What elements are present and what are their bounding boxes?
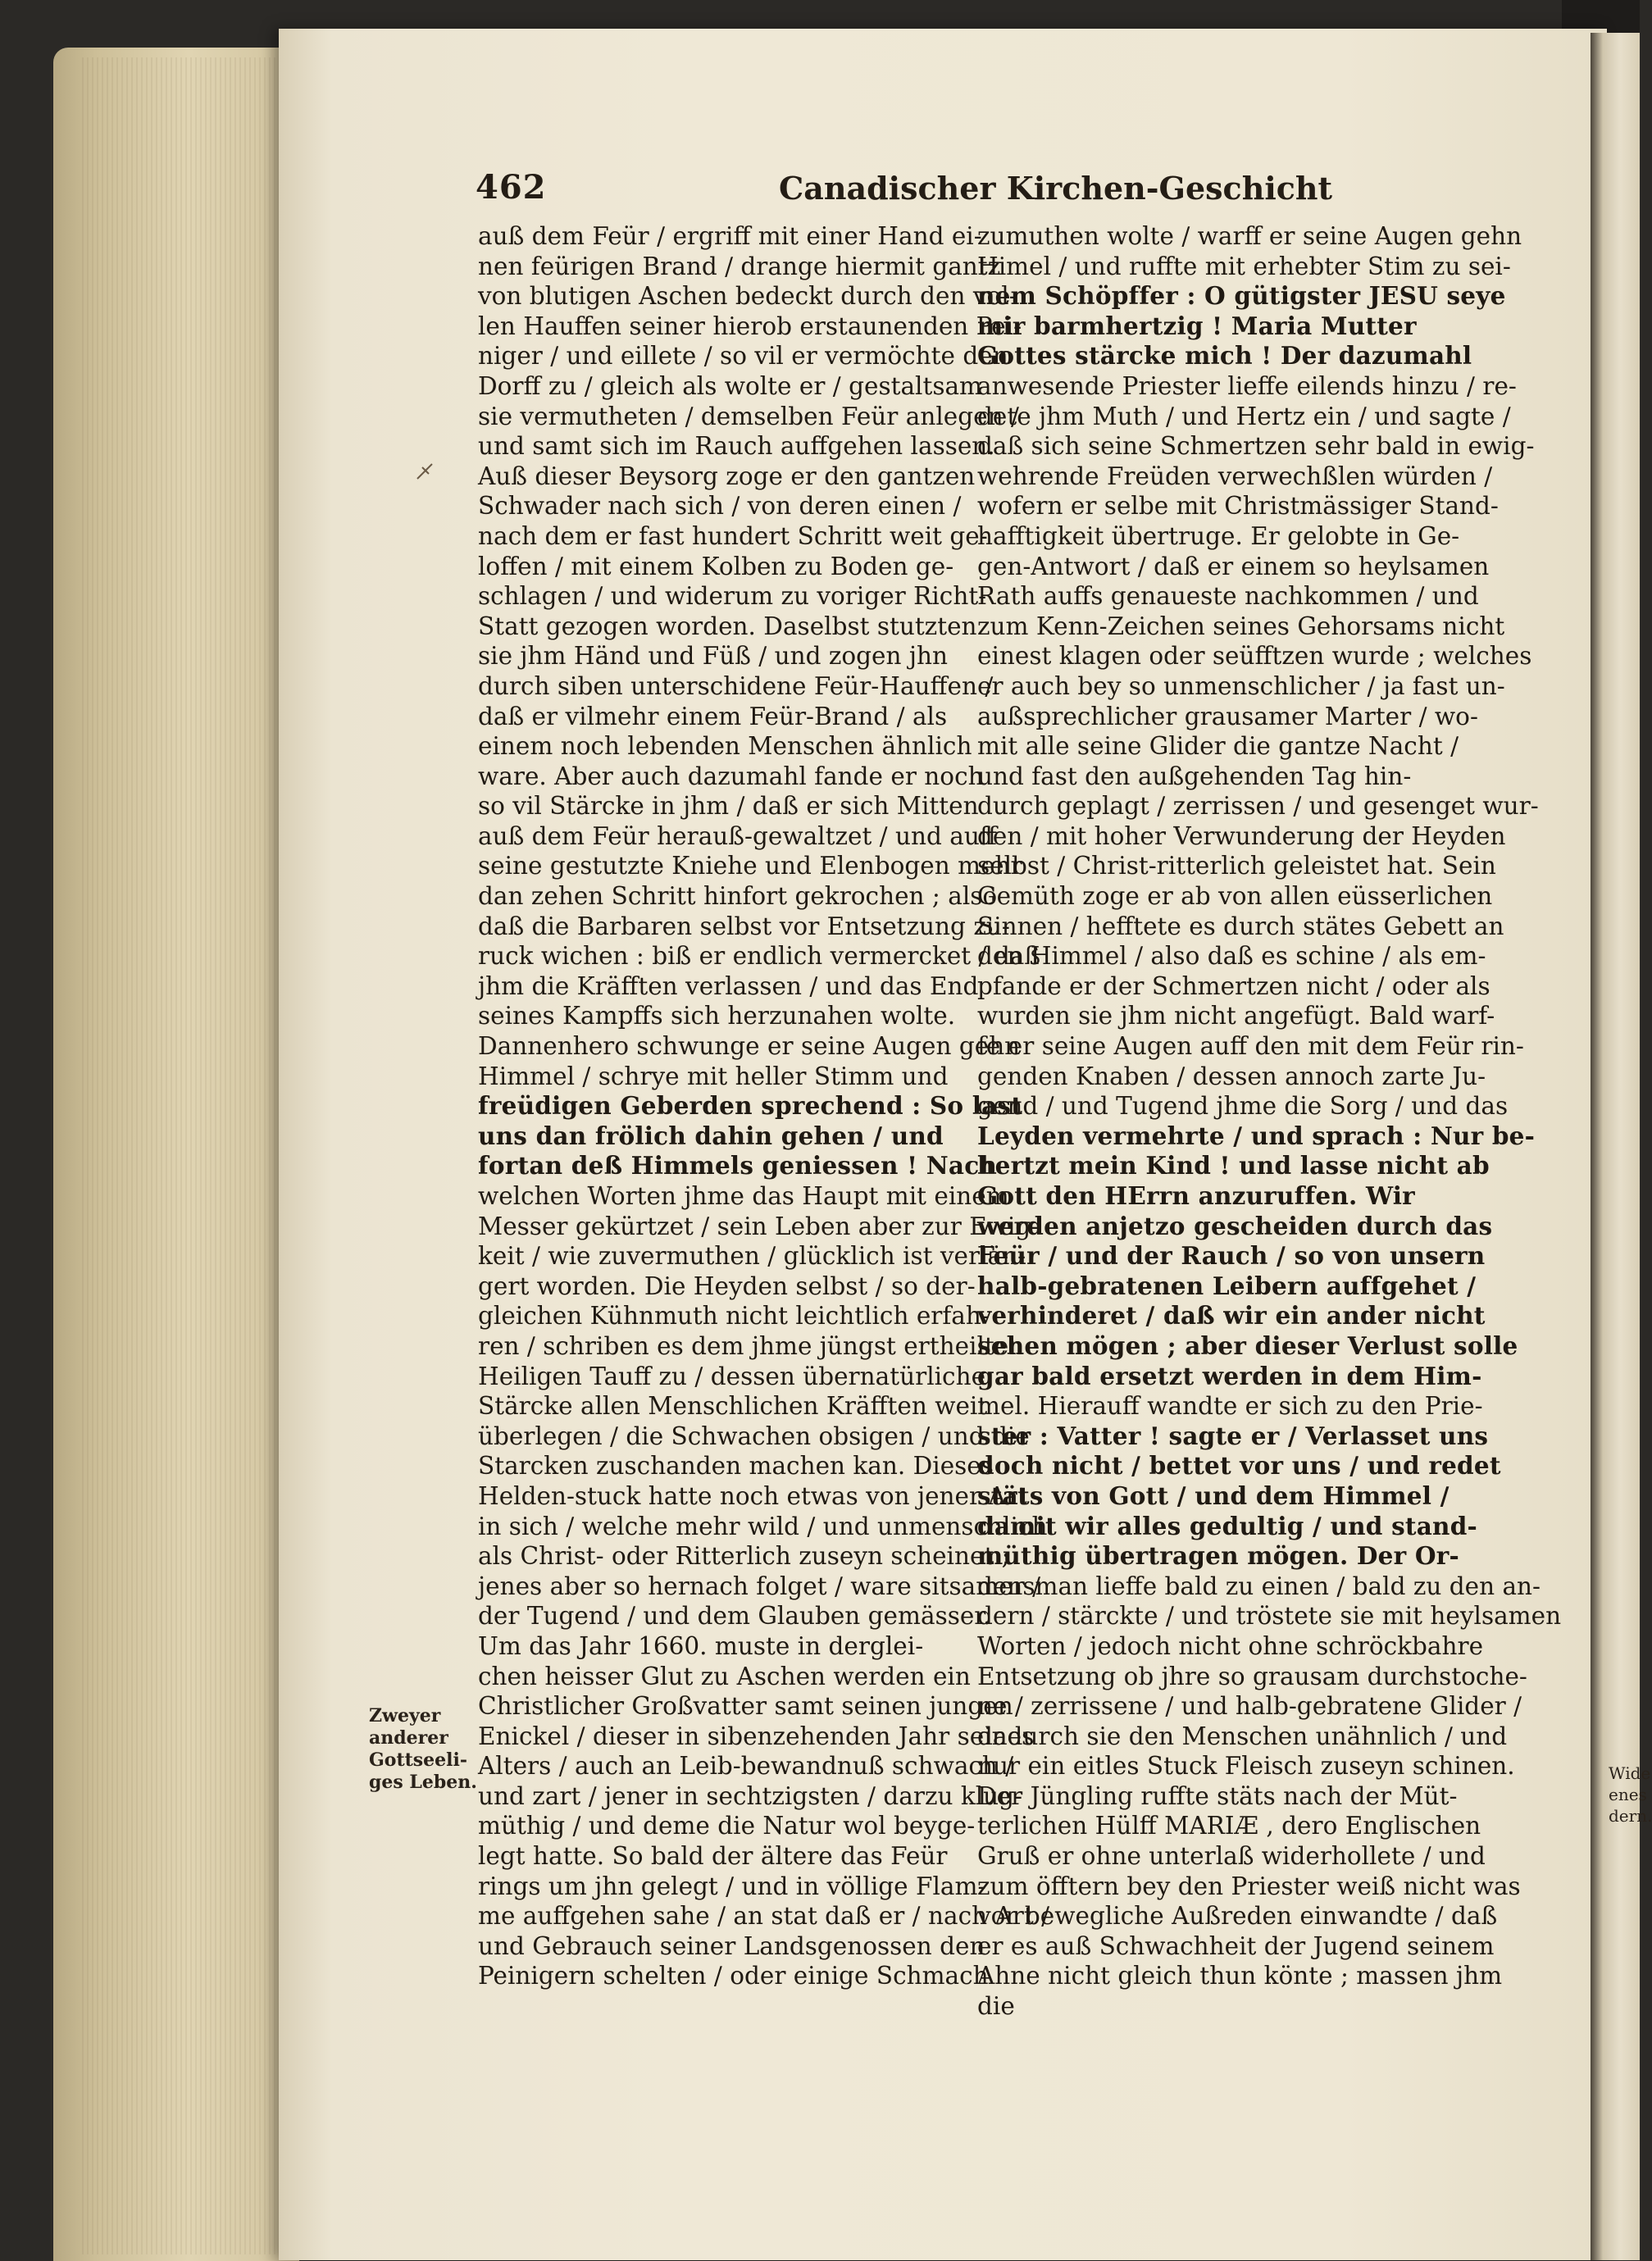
- text-line: Enickel / dieser in sibenzehenden Jahr seines: [478, 1722, 1035, 1750]
- text-line: und fast den außgehenden Tag hin-: [977, 762, 1412, 790]
- text-line: Starcken zuschanden machen kan. Dieses: [478, 1452, 994, 1481]
- text-line: jenes aber so hernach folget / ware sitsamer /: [478, 1572, 1041, 1600]
- text-line: ges Leben.: [369, 1772, 477, 1793]
- text-line: in sich / welche mehr wild / und unmenschlich: [478, 1512, 1048, 1540]
- text-line: Messer gekürtzet / sein Leben aber zur Ewig-: [478, 1212, 1040, 1240]
- right-column: [977, 221, 1562, 2022]
- text-line: pfande er der Schmertzen nicht / oder als: [977, 971, 1490, 1000]
- text-line: terlichen Hülff MARIÆ , dero Englischen: [977, 1812, 1481, 1840]
- text-line: Schwader nach sich / von deren einen /: [478, 492, 962, 521]
- text-line: und Gebrauch seiner Landsgenossen den: [478, 1931, 985, 1960]
- text-line: uns dan frölich dahin gehen / und: [478, 1121, 944, 1150]
- text-line: ren / schriben es dem jhme jüngst ertheilten: [478, 1331, 1025, 1360]
- text-line: Gottseeli-: [369, 1749, 468, 1771]
- text-line: fortan deß Himmels geniessen ! Nach: [478, 1151, 998, 1181]
- text-line: so vil Stärcke in jhm / daß er sich Mitten: [478, 792, 979, 821]
- text-line: der Tugend / und dem Glauben gemässer.: [478, 1602, 991, 1631]
- text-line: sehen mögen ; aber dieser Verlust solle: [977, 1331, 1518, 1360]
- facing-page-fragment: [1609, 1763, 1652, 1827]
- text-line: Um das Jahr 1660. muste in derglei-: [478, 1631, 924, 1660]
- text-line: Himmel / schrye mit heller Stimm und: [478, 1062, 949, 1090]
- text-line: mir barmhertzig ! Maria Mutter: [977, 311, 1417, 340]
- text-line: doch nicht / bettet vor uns / und redet: [977, 1451, 1501, 1481]
- text-line: daß die Barbaren selbst vor Entsetzung zu-: [478, 912, 1010, 940]
- text-line: hertzt mein Kind ! und lasse nicht ab: [977, 1151, 1490, 1181]
- facing-page-edge: [1591, 33, 1652, 2260]
- text-line: wehrende Freüden verwechßlen würden /: [977, 462, 1493, 490]
- text-line: dern / stärckte / und tröstete sie mit heylsamen: [977, 1602, 1562, 1631]
- text-line: schlagen / und widerum zu voriger Richt-: [478, 582, 987, 611]
- text-line: chen heisser Glut zu Aschen werden ein: [478, 1662, 971, 1690]
- text-line: me auffgehen sahe / an stat daß er / nach Art /: [478, 1902, 1050, 1931]
- text-line: Helden-stuck hatte noch etwas von jener Art: [478, 1481, 1027, 1510]
- text-line: gleichen Kühnmuth nicht leichtlich erfah-: [478, 1302, 990, 1331]
- text-line: freüdigen Geberden sprechend : So last: [478, 1091, 1023, 1121]
- text-line: Sinnen / hefftete es durch stätes Gebett an: [977, 912, 1504, 940]
- text-line: ware. Aber auch dazumahl fande er noch: [478, 762, 984, 790]
- text-line: len Hauffen seiner hierob erstaunenden Pei-: [478, 312, 1022, 340]
- text-line: genden Knaben / dessen annoch zarte Ju-: [977, 1062, 1486, 1090]
- text-line: nem Schöpffer : O gütigster JESU seye: [977, 281, 1506, 311]
- text-line: Gemüth zoge er ab von allen eüsserlichen: [977, 882, 1493, 911]
- text-line: rings um jhn gelegt / und in völlige Flam-: [478, 1872, 986, 1900]
- text-line: dete jhm Muth / und Hertz ein / und sagte /: [977, 402, 1511, 430]
- text-line: Leyden vermehrte / und sprach : Nur be-: [977, 1121, 1536, 1150]
- text-line: ruck wichen : biß er endlich vermercket / daß: [478, 942, 1041, 971]
- text-line: daß sich seine Schmertzen sehr bald in ewig-: [977, 432, 1535, 461]
- text-line: damit wir alles gedultig / und stand-: [977, 1511, 1477, 1540]
- text-line: mit alle seine Glider die gantze Nacht /: [977, 732, 1459, 761]
- page-edges: [82, 57, 287, 2254]
- text-line: müthig / und deme die Natur wol beyge-: [478, 1812, 976, 1840]
- text-line: nur ein eitles Stuck Fleisch zuseyn schinen.: [977, 1752, 1515, 1781]
- text-line: enes: [1609, 1785, 1647, 1804]
- running-head: Canadischer Kirchen-Geschicht: [779, 170, 1333, 207]
- text-line: daß er vilmehr einem Feür-Brand / als: [478, 702, 948, 730]
- text-line: nen feürigen Brand / drange hiermit gantz: [478, 252, 1001, 280]
- text-line: Gruß er ohne unterlaß widerhollete / und: [977, 1842, 1486, 1871]
- text-line: Dorff zu / gleich als wolte er / gestaltsam: [478, 371, 983, 400]
- text-line: den Himmel / also daß es schine / als em-: [977, 942, 1486, 971]
- left-column: [478, 221, 1050, 1991]
- text-line: Peinigern schelten / oder einige Schmach: [478, 1962, 989, 1990]
- text-line: anwesende Priester lieffe eilends hinzu / re-: [977, 371, 1517, 400]
- text-line: Stärcke allen Menschlichen Kräfften weit: [478, 1392, 988, 1421]
- text-line: halb-gebratenen Leibern auffgehet /: [977, 1271, 1477, 1300]
- text-line: gen-Antwort / daß er einem so heylsamen: [977, 552, 1490, 580]
- text-line: seine gestutzte Kniehe und Elenbogen mehr: [478, 852, 1022, 880]
- text-line: zumuthen wolte / warff er seine Augen gehn: [977, 222, 1522, 250]
- text-line: er es auß Schwachheit der Jugend seinem: [977, 1931, 1495, 1960]
- text-line: durch geplagt / zerrissen / und gesenget wur-: [977, 792, 1539, 821]
- text-line: Himel / und ruffte mit erhebter Stim zu sei-: [977, 252, 1511, 280]
- ink-mark-icon: [414, 459, 437, 482]
- text-line: niger / und eillete / so vil er vermöchte den: [478, 342, 1008, 371]
- text-line: auß dem Feür / ergriff mit einer Hand ei-: [478, 222, 982, 250]
- text-line: Worten / jedoch nicht ohne schröckbahre: [977, 1631, 1484, 1660]
- text-line: welchen Worten jhme das Haupt mit einem: [478, 1182, 1009, 1210]
- text-line: gert worden. Die Heyden selbst / so der-: [478, 1272, 976, 1300]
- text-line: Wide: [1609, 1763, 1651, 1783]
- text-line: fe er seine Augen auff den mit dem Feür rin-: [977, 1032, 1524, 1061]
- text-line: außsprechlicher grausamer Marter / wo-: [977, 702, 1478, 730]
- text-line: Dannenhero schwunge er seine Augen gehn: [478, 1032, 1021, 1061]
- text-line: Alters / auch an Leib-bewandnuß schwach /: [478, 1752, 1014, 1781]
- text-line: einest klagen oder seüfftzen wurde ; welches: [977, 642, 1532, 671]
- text-line: seines Kampffs sich herzunahen wolte.: [478, 1002, 956, 1030]
- text-line: Rath auffs genaueste nachkommen / und: [977, 582, 1479, 611]
- text-line: zum Kenn-Zeichen seines Gehorsams nicht: [977, 612, 1505, 640]
- text-line: Gottes stärcke mich ! Der dazumahl: [977, 341, 1472, 371]
- text-line: sie jhm Händ und Füß / und zogen jhn: [478, 642, 949, 671]
- text-line: die: [977, 1992, 1015, 2021]
- text-line: müthig übertragen mögen. Der Or-: [977, 1541, 1459, 1571]
- text-line: wofern er selbe mit Christmässiger Stand-: [977, 492, 1499, 521]
- text-line: Feür / und der Rauch / so von unsern: [977, 1241, 1486, 1271]
- text-line: zum öfftern bey den Priester weiß nicht was: [977, 1872, 1521, 1900]
- text-line: ster : Vatter ! sagte er / Verlasset uns: [977, 1421, 1489, 1450]
- text-line: durch siben unterschidene Feür-Hauffen /: [478, 671, 994, 700]
- text-line: Christlicher Großvatter samt seinen jungen: [478, 1692, 1013, 1721]
- text-line: Der Jüngling ruffte stäts nach der Müt-: [977, 1781, 1458, 1810]
- text-line: überlegen / die Schwachen obsigen / und die: [478, 1422, 1030, 1450]
- text-line: von blutigen Aschen bedeckt durch den vol-: [478, 282, 1017, 311]
- text-line: dadurch sie den Menschen unähnlich / und: [977, 1722, 1508, 1750]
- page-number: 462: [476, 168, 547, 207]
- text-line: Entsetzung ob jhre so grausam durchstoche-: [977, 1662, 1527, 1690]
- text-line: Ahne nicht gleich thun könte ; massen jhm: [977, 1962, 1503, 1990]
- text-line: anderer: [369, 1727, 448, 1749]
- text-line: einem noch lebenden Menschen ähnlich: [478, 732, 972, 761]
- text-line: hafftigkeit übertruge. Er gelobte in Ge-: [977, 521, 1460, 550]
- text-line: mel. Hierauff wandte er sich zu den Prie-: [977, 1392, 1483, 1421]
- text-line: legt hatte. So bald der ältere das Feür: [478, 1842, 948, 1871]
- text-line: Zweyer: [369, 1705, 441, 1726]
- background-corner: [1562, 0, 1640, 33]
- text-line: wurden sie jhm nicht angefügt. Bald warf-: [977, 1002, 1495, 1030]
- text-line: den / mit hoher Verwunderung der Heyden: [977, 821, 1506, 850]
- text-line: gar bald ersetzt werden in dem Him-: [977, 1361, 1482, 1390]
- text-line: und samt sich im Rauch auffgehen lassen.: [478, 432, 995, 461]
- text-line: ne / zerrissene / und halb-gebratene Glider /: [977, 1692, 1522, 1721]
- text-line: er auch bey so unmenschlicher / ja fast un-: [977, 671, 1505, 700]
- text-line: dan zehen Schritt hinfort gekrochen ; also: [478, 882, 998, 911]
- text-line: Gott den HErrn anzuruffen. Wir: [977, 1181, 1415, 1210]
- text-line: nach dem er fast hundert Schritt weit ge-: [478, 521, 988, 550]
- text-line: dern.: [1609, 1806, 1652, 1826]
- text-line: loffen / mit einem Kolben zu Boden ge-: [478, 552, 954, 580]
- text-line: keit / wie zuvermuthen / glücklich ist verlän-: [478, 1242, 1026, 1271]
- text-line: verhinderet / daß wir ein ander nicht: [977, 1301, 1486, 1331]
- text-line: und zart / jener in sechtzigsten / darzu klug-: [478, 1781, 1023, 1810]
- text-line: densman lieffe bald zu einen / bald zu den an-: [977, 1572, 1541, 1600]
- text-line: als Christ- oder Ritterlich zuseyn scheinet ;: [478, 1542, 1010, 1571]
- text-line: vor bewegliche Außreden einwandte / daß: [977, 1902, 1498, 1931]
- text-line: gend / und Tugend jhme die Sorg / und das: [977, 1092, 1509, 1121]
- text-line: auß dem Feür herauß-gewaltzet / und auff: [478, 821, 997, 850]
- text-line: Statt gezogen worden. Daselbst stutzten: [478, 612, 977, 640]
- text-line: jhm die Kräfften verlassen / und das End: [478, 971, 979, 1000]
- text-line: Heiligen Tauff zu / dessen übernatürliche: [478, 1362, 986, 1390]
- text-line: stäts von Gott / und dem Himmel /: [977, 1481, 1449, 1510]
- text-line: selbst / Christ-ritterlich geleistet hat. Sein: [977, 852, 1496, 880]
- text-line: Auß dieser Beysorg zoge er den gantzen: [478, 462, 976, 490]
- text-line: sie vermutheten / demselben Feür anlegen /: [478, 402, 1019, 430]
- page-header: [476, 168, 1476, 217]
- margin-note: [369, 1705, 484, 1794]
- text-line: werden anjetzo gescheiden durch das: [977, 1211, 1493, 1240]
